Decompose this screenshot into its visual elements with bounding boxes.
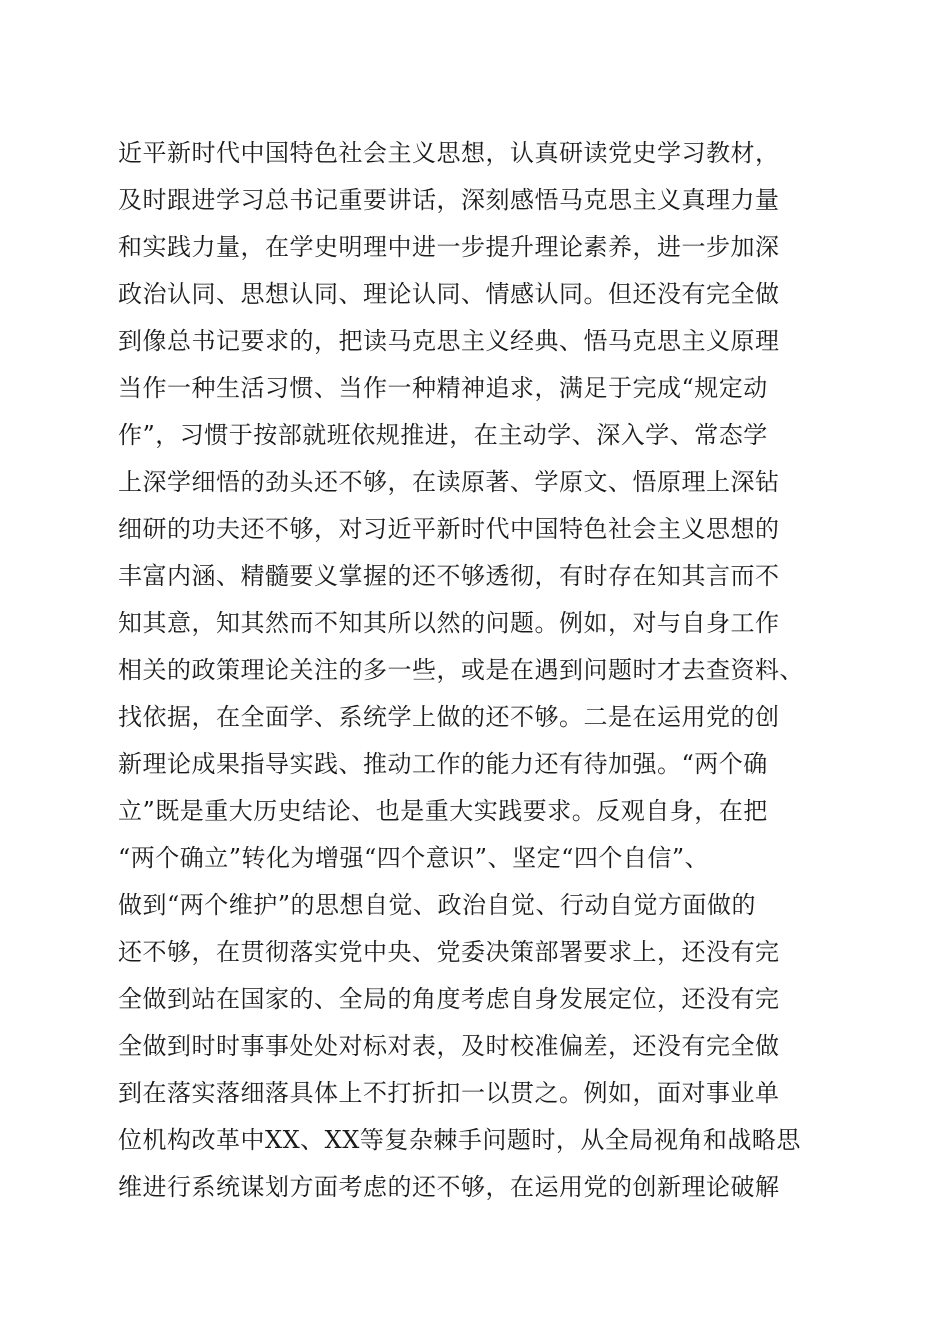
body-text [118,130,838,1211]
text-line: 全做到时时事事处处对标对表，及时校准偏差，还没有完全做 [118,1032,780,1060]
text-line: 丰富内涵、精髓要义掌握的还不够透彻，有时存在知其言而不 [118,562,780,590]
text-line: 知其意，知其然而不知其所以然的问题。例如，对与自身工作 [118,609,780,637]
text-line: 及时跟进学习总书记重要讲话，深刻感悟马克思主义真理力量 [118,186,780,214]
text-line: 做到“两个维护”的思想自觉、政治自觉、行动自觉方面做的 [118,891,757,919]
text-line: 到在落实落细落具体上不打折扣一以贯之。例如，面对事业单 [118,1079,780,1107]
text-line: 相关的政策理论关注的多一些，或是在遇到问题时才去查资料、 [118,656,804,684]
text-line: 近平新时代中国特色社会主义思想，认真研读党史学习教材， [118,139,780,167]
text-line: 细研的功夫还不够，对习近平新时代中国特色社会主义思想的 [118,515,780,543]
text-line: 上深学细悟的劲头还不够，在读原著、学原文、悟原理上深钻 [118,468,780,496]
text-line: “两个确立”转化为增强“四个意识”、坚定“四个自信”、 [118,844,710,872]
text-line: 维进行系统谋划方面考虑的还不够，在运用党的创新理论破解 [118,1173,780,1201]
text-line: 新理论成果指导实践、推动工作的能力还有待加强。“两个确 [118,750,768,778]
text-line: 到像总书记要求的，把读马克思主义经典、悟马克思主义原理 [118,327,780,355]
text-line: 立”既是重大历史结论、也是重大实践要求。反观自身，在把 [118,797,768,825]
text-line: 当作一种生活习惯、当作一种精神追求，满足于完成“规定动 [118,374,768,402]
text-line: 全做到站在国家的、全局的角度考虑自身发展定位，还没有完 [118,985,780,1013]
text-line: 找依据，在全面学、系统学上做的还不够。二是在运用党的创 [118,703,780,731]
text-line: 和实践力量，在学史明理中进一步提升理论素养，进一步加深 [118,233,780,261]
text-line: 政治认同、思想认同、理论认同、情感认同。但还没有完全做 [118,280,780,308]
text-line: 还不够，在贯彻落实党中央、党委决策部署要求上，还没有完 [118,938,780,966]
text-line: 位机构改革中XX、XX等复杂棘手问题时，从全局视角和战略思 [118,1126,801,1154]
text-line: 作”，习惯于按部就班依规推进，在主动学、深入学、常态学 [118,421,768,449]
